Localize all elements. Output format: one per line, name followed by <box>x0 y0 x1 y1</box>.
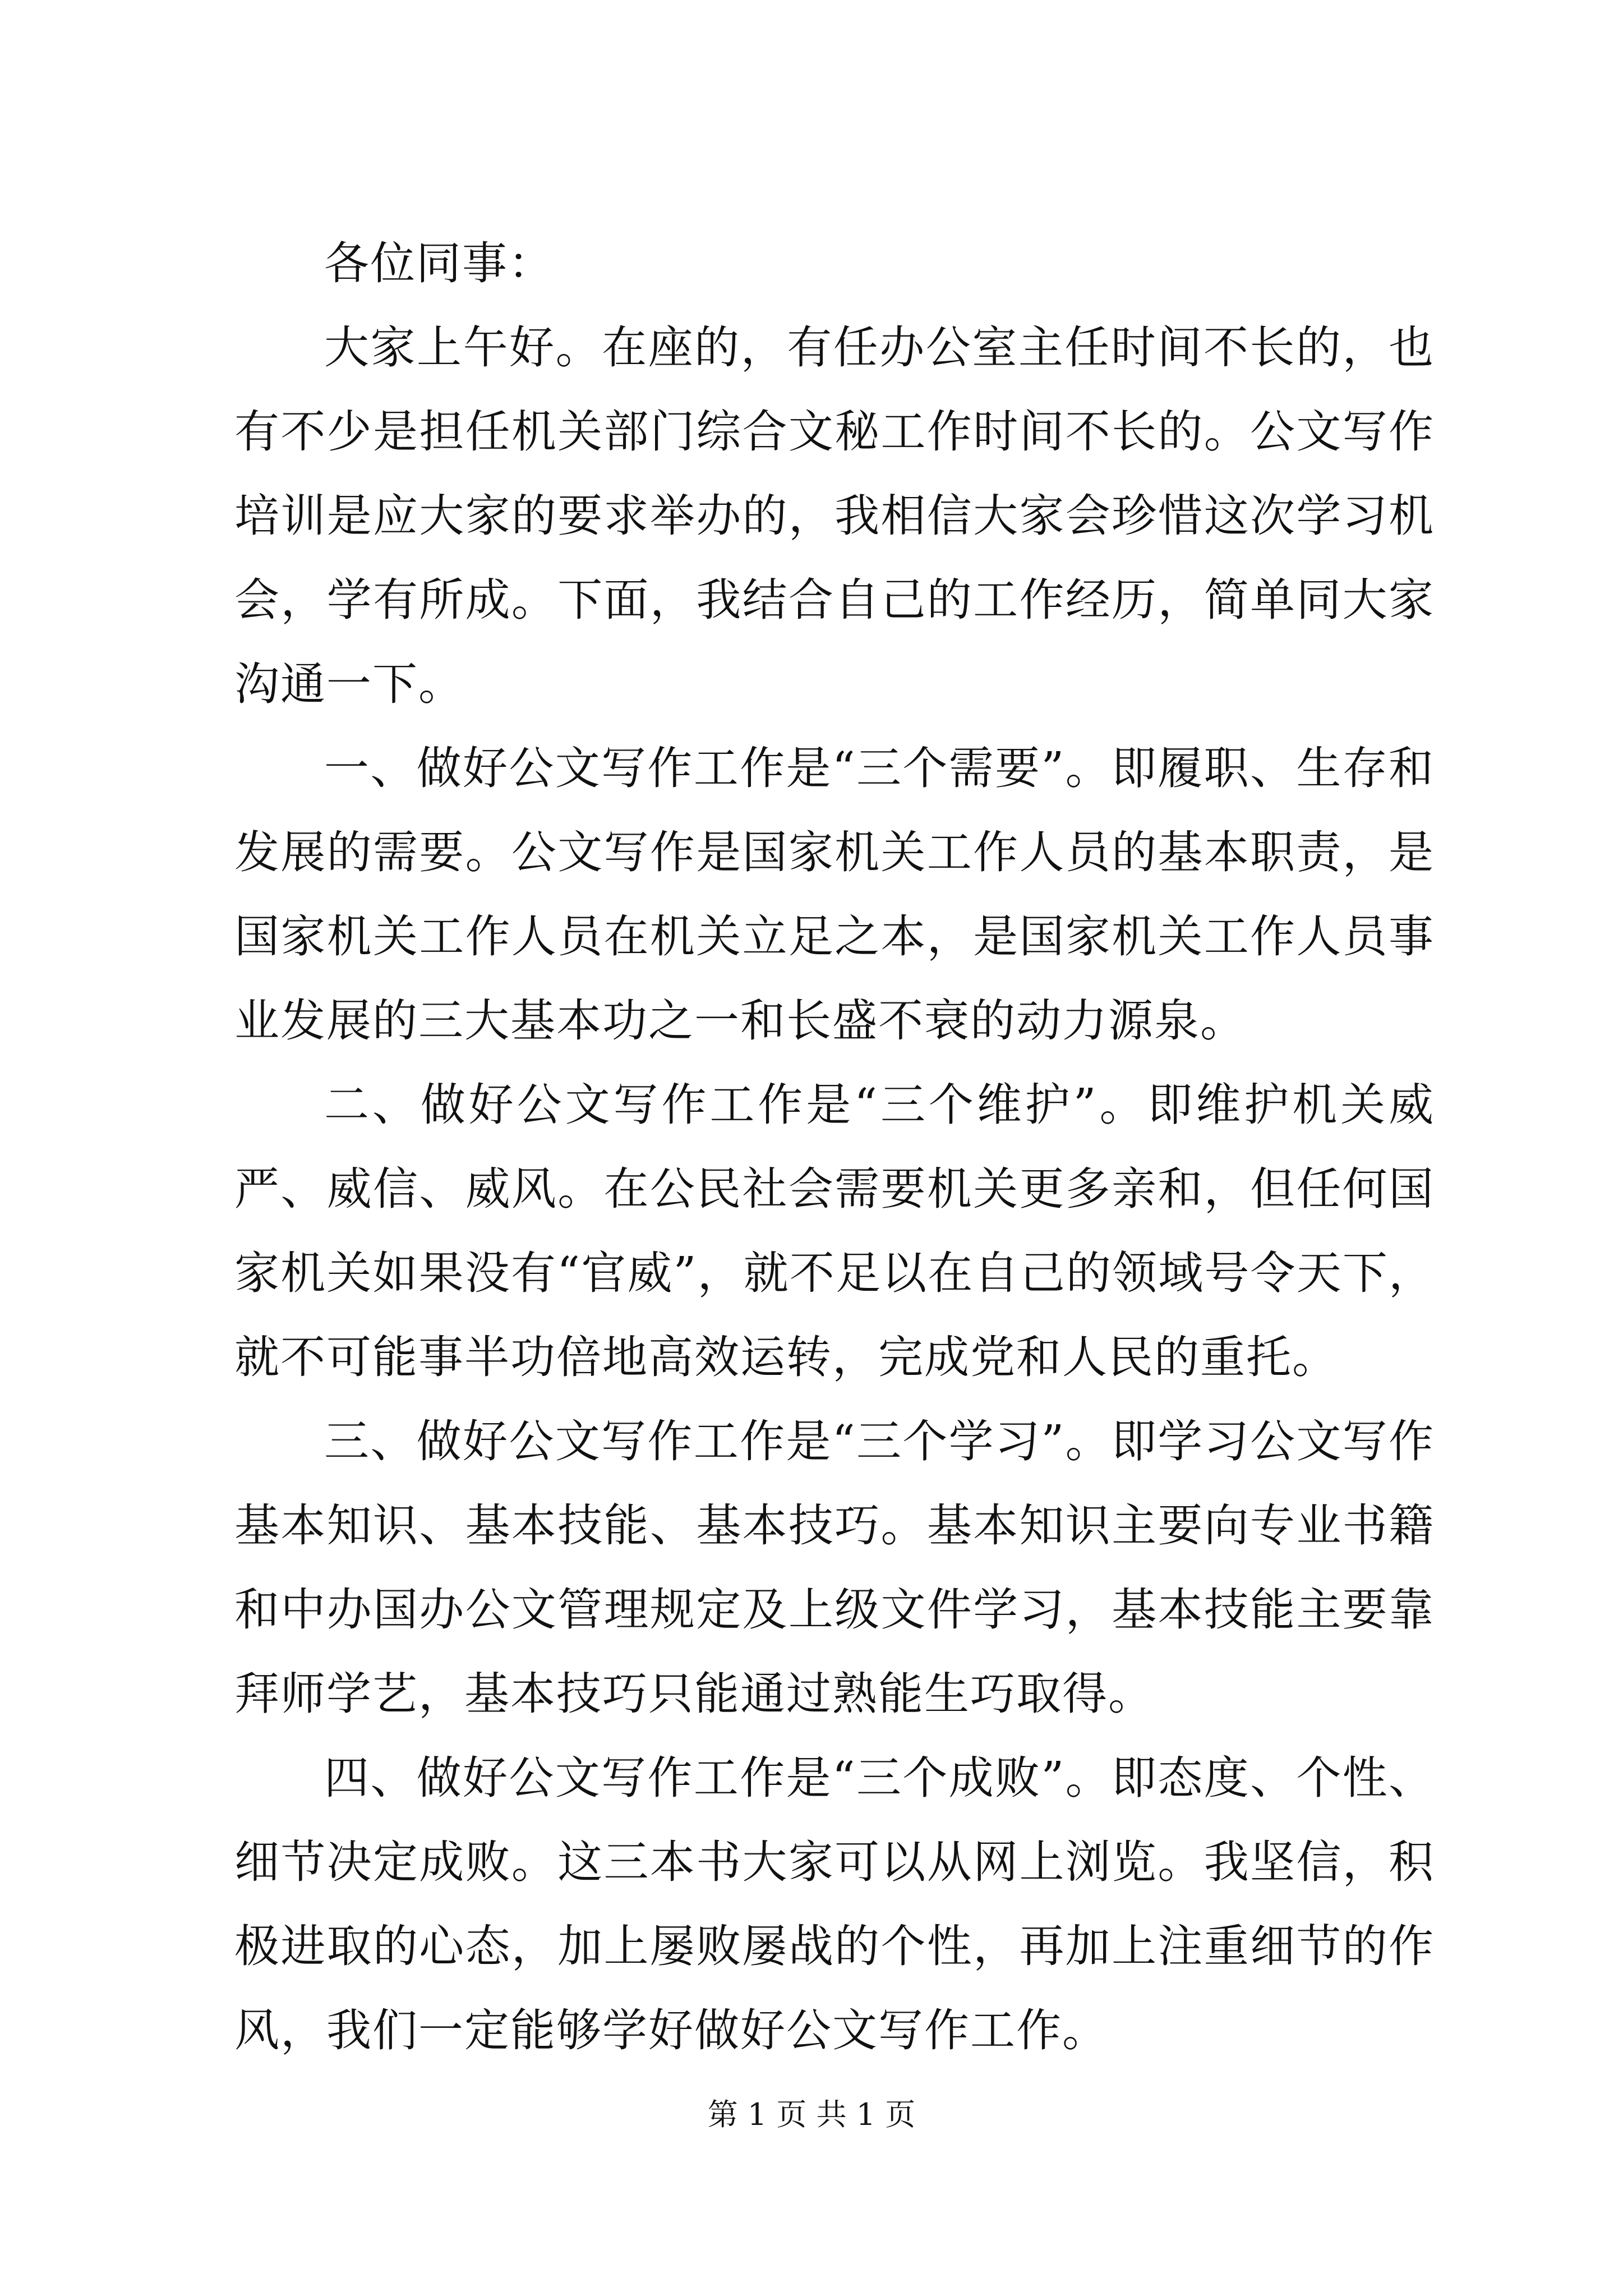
paragraph-point-four: 四、做好公文写作工作是“三个成败”。即态度、个性、细节决定成败。这三本书大家可以从网上浏览。我坚信，积极进取的心态，加上屡败屡战的个性，再加上注重细节的作风，我们一定能够学好做好公文写作工作。 <box>234 1752 1435 2056</box>
salutation: 各位同事： <box>324 237 554 289</box>
page-footer: 第 1 页 共 1 页 <box>707 2097 916 2132</box>
paragraph-point-three: 三、做好公文写作工作是“三个学习”。即学习公文写作基本知识、基本技能、基本技巧。基本知识主要向专业书籍和中办国办公文管理规定及上级文件学习，基本技能主要靠拜师学艺，基本技巧只能通过熟能生巧取得。 <box>234 1415 1435 1720</box>
paragraph-greeting: 大家上午好。在座的，有任办公室主任时间不长的，也有不少是担任机关部门综合文秘工作时间不长的。公文写作培训是应大家的要求举办的，我相信大家会珍惜这次学习机会，学有所成。下面，我结合自己的工作经历，简单同大家沟通一下。 <box>234 321 1435 710</box>
paragraph-point-two: 二、做好公文写作工作是“三个维护”。即维护机关威严、威信、威风。在公民社会需要机关更多亲和，但任何国家机关如果没有“官威”，就不足以在自己的领域号令天下，就不可能事半功倍地高效运转，完成党和人民的重托。 <box>234 1079 1435 1383</box>
paragraph-point-one: 一、做好公文写作工作是“三个需要”。即履职、生存和发展的需要。公文写作是国家机关工作人员的基本职责，是国家机关工作人员在机关立足之本，是国家机关工作人员事业发展的三大基本功之一和长盛不衰的动力源泉。 <box>234 742 1435 1047</box>
document-body <box>234 222 1435 2073</box>
